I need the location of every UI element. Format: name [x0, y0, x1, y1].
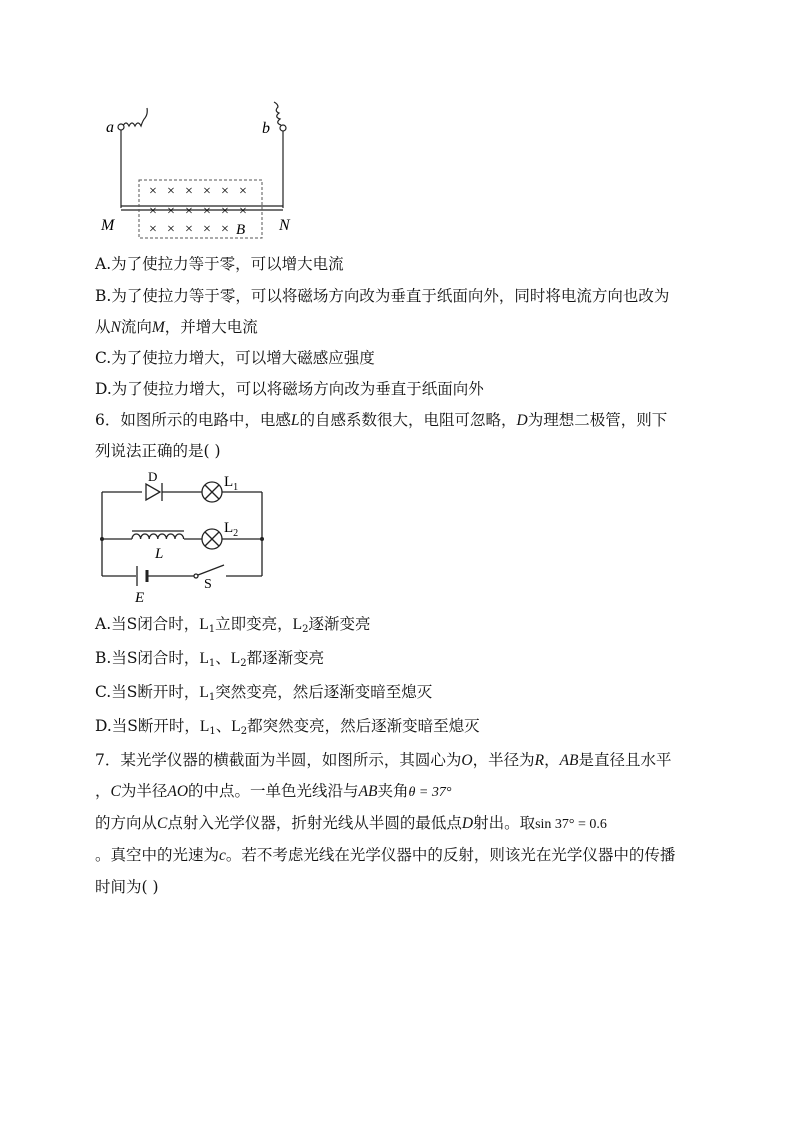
- q6-stem-line2: 列说法正确的是( ): [95, 442, 221, 460]
- q7-line4: 。真空中的光速为c。若不考虑光线在光学仪器中的反射，则该光在光学仪器中的传播: [95, 846, 676, 864]
- q5-option-b-line1: B.为了使拉力等于零，可以将磁场方向改为垂直于纸面向外，同时将电流方向也改为: [95, 287, 670, 305]
- q5-option-c: C.为了使拉力增大，可以增大磁感应强度: [95, 349, 375, 367]
- q6-stem-line1: 6．如图所示的电路中，电感L的自感系数很大，电阻可忽略，D为理想二极管，则下: [95, 411, 668, 429]
- terminal-b: [280, 125, 286, 131]
- field-cross-mark: ×: [203, 204, 211, 219]
- q5-option-d: D.为了使拉力增大，可以将磁场方向改为垂直于纸面向外: [95, 380, 484, 398]
- label-L2: $L_2$: [224, 520, 239, 539]
- field-cross-mark: ×: [239, 204, 247, 219]
- q6-option-d: D.当S断开时，$L_1$、$L_2$都突然变亮，然后逐渐变暗至熄灭: [95, 717, 480, 737]
- field-cross-mark: ×: [185, 204, 193, 219]
- q7-line5: 时间为( ): [95, 878, 159, 896]
- q5-option-a: A.为了使拉力等于零，可以增大电流: [95, 255, 344, 273]
- q7-line3: 的方向从C点射入光学仪器，折射光线从半圆的最低点D射出。取sin 37° = 0.6: [95, 814, 607, 832]
- label-L: L: [155, 546, 164, 562]
- left-spring-icon: [123, 108, 147, 126]
- q7-line1: 7．某光学仪器的横截面为半圆，如图所示，其圆心为O，半径为R，AB是直径且水平: [95, 751, 672, 769]
- field-cross-mark: ×: [149, 222, 157, 237]
- label-B: B: [236, 222, 246, 238]
- terminal-a: [118, 124, 124, 130]
- label-S: S: [204, 577, 212, 592]
- field-cross-mark: ×: [149, 204, 157, 219]
- diode-icon: [146, 483, 162, 501]
- q5-option-b-line2: 从N流向M，并增大电流: [95, 318, 258, 336]
- q7-line2: ，C为半径AO的中点。一单色光线沿与AB夹角θ = 37°: [95, 782, 452, 800]
- q6-option-b: B.当S闭合时，$L_1$、$L_2$都逐渐变亮: [95, 649, 325, 669]
- inductor-icon: [132, 534, 184, 539]
- label-E: E: [135, 590, 145, 606]
- field-cross-mark: ×: [167, 204, 175, 219]
- field-cross-mark: ×: [221, 184, 229, 199]
- battery-icon: [137, 566, 147, 586]
- field-cross-mark: ×: [185, 222, 193, 237]
- figure-circuit: [94, 468, 274, 606]
- label-a: a: [106, 119, 114, 136]
- label-N: N: [279, 217, 290, 234]
- field-cross-mark: ×: [167, 222, 175, 237]
- field-cross-mark: ×: [203, 222, 211, 237]
- q6-option-c: C.当S断开时，$L_1$突然变亮，然后逐渐变暗至熄灭: [95, 683, 433, 703]
- q6-option-a: A.当S闭合时，$L_1$立即变亮，$L_2$逐渐变亮: [95, 615, 371, 635]
- field-cross-mark: ×: [149, 184, 157, 199]
- field-cross-mark: ×: [167, 184, 175, 199]
- field-cross-mark: ×: [185, 184, 193, 199]
- field-cross-mark: ×: [239, 184, 247, 199]
- right-spring-icon: [274, 102, 281, 125]
- label-diode-D: D: [148, 469, 158, 484]
- lamp-l1-icon: [202, 482, 222, 502]
- label-M: M: [101, 217, 115, 234]
- figure-wire-magnetic-field: [95, 98, 315, 243]
- label-b: b: [262, 120, 270, 137]
- label-L1: $L_1$: [224, 474, 239, 493]
- field-cross-mark: ×: [203, 184, 211, 199]
- lamp-l2-icon: [202, 529, 222, 549]
- field-cross-mark: ×: [221, 204, 229, 219]
- field-cross-mark: ×: [221, 222, 229, 237]
